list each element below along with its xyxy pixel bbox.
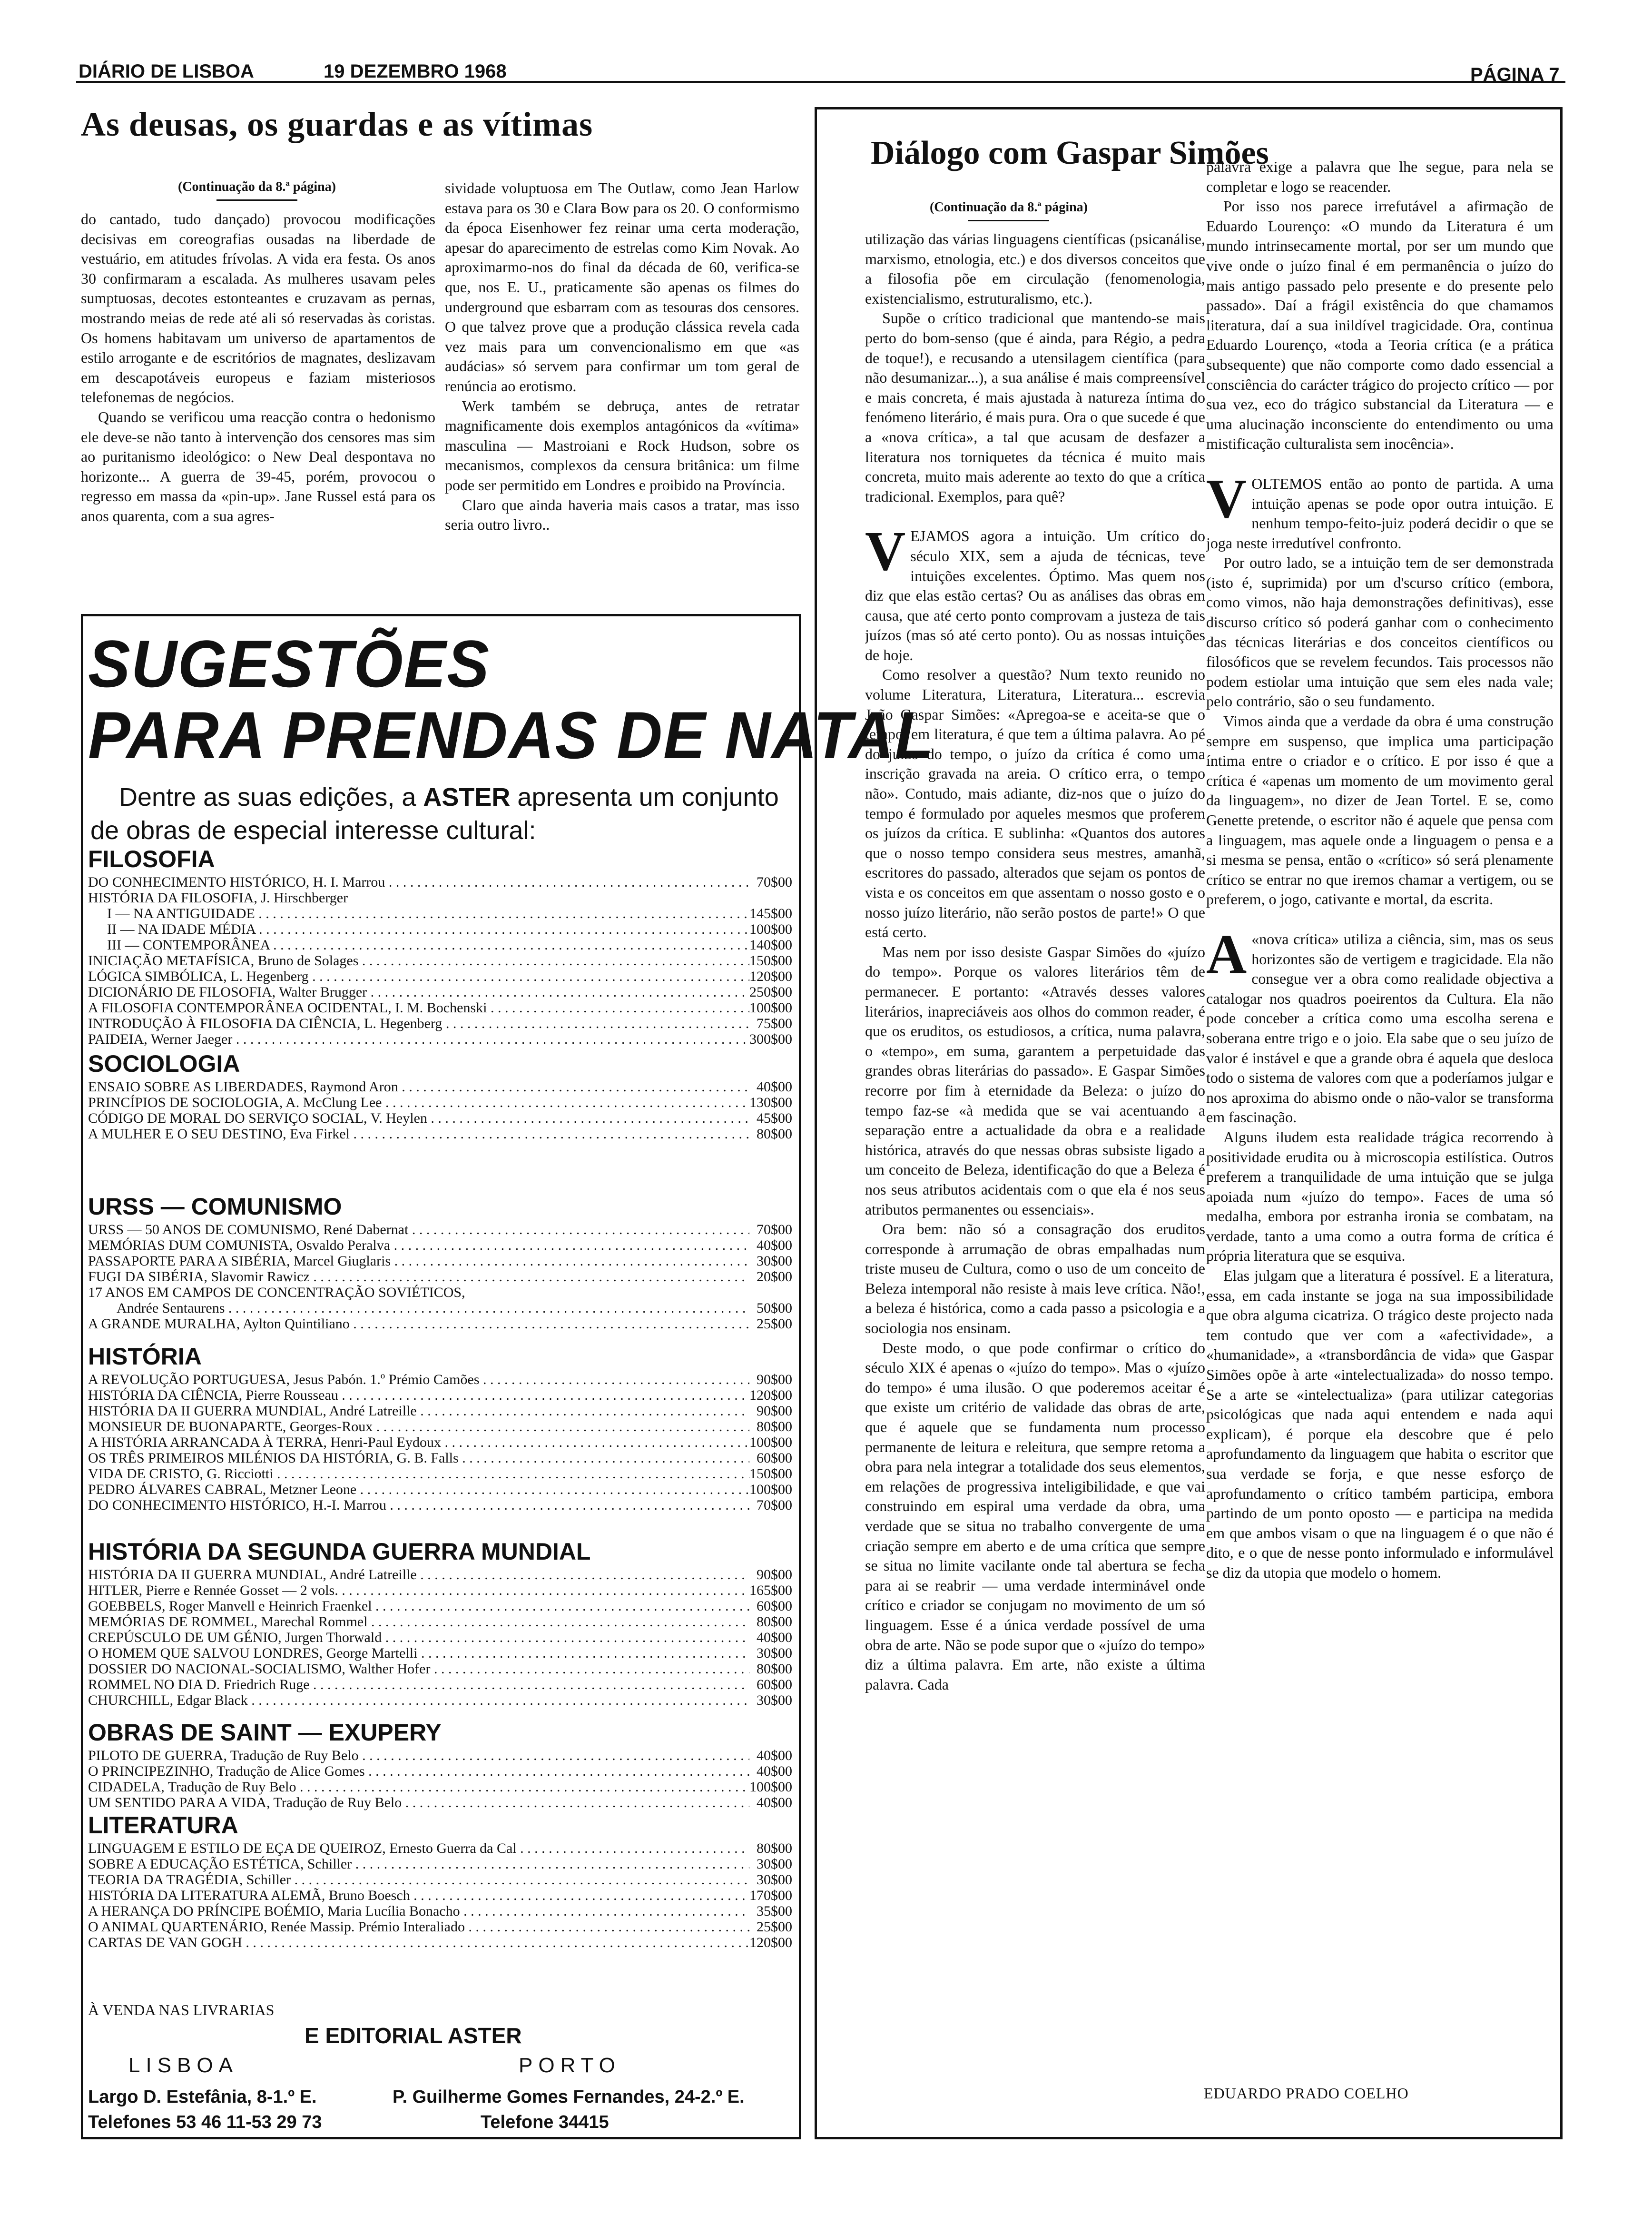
- book-title: URSS — 50 ANOS DE COMUNISMO, René Dabernat . . .: [88, 1222, 749, 1237]
- paragraph: VEJAMOS agora a intuição. Um crítico do século XIX, sem a ajuda de técnicas, teve intuições excelentes. Óptimo. Mas quem nos diz que elas estão certas? Ou as análises das obras em causa, que até certo ponto comprovam a justeza de tais juízos (mas só até certo ponto). Ou as nossas intuições de hoje.: [865, 520, 1205, 663]
- book-price: 35$00: [757, 1903, 792, 1919]
- book-entry: [88, 1840, 792, 1856]
- book-price: 145$00: [749, 906, 792, 921]
- book-entry: [88, 1016, 792, 1031]
- book-title: DO CONHECIMENTO HISTÓRICO, H.-I. Marrou . . .: [88, 1497, 749, 1513]
- paragraph: palavra exige a palavra que lhe segue, para nela se completar e logo se reacender.: [1206, 158, 1554, 195]
- book-price: 120$00: [749, 969, 792, 984]
- book-price: [749, 890, 792, 906]
- book-price: 70$00: [757, 1497, 792, 1513]
- ad-book-group: [88, 1567, 792, 1708]
- book-price: 100$00: [749, 1482, 792, 1497]
- book-entry: [88, 1567, 792, 1582]
- book-price: 300$00: [749, 1031, 792, 1047]
- paragraph: Vimos ainda que a verdade da obra é uma construção sempre em suspenso, que implica uma participação íntima entre o criador e o crítico. E por isso é que a crítica é «apenas um momento de um movimento geral da linguagem», no dizer de Jean Tortel. E se, como Genette pretende, o escritor não é aquele que pensa com a linguagem, mas aquele onde a linguagem o pensa e a si mesma se pensa, então o «crítico» só será plenamente crítico se entrar no que iremos chamar a vertigem, ou se preferem, o jogo, cativante e mortal, da escrita.: [1206, 712, 1554, 908]
- drop-cap: V: [865, 520, 906, 583]
- book-entry: [88, 921, 792, 937]
- ad-section-heading: URSS — COMUNISMO: [88, 1193, 342, 1220]
- article-title-deusas: As deusas, os guardas e as vítimas: [81, 105, 593, 143]
- book-entry: [88, 1387, 792, 1403]
- book-entry: [88, 1763, 792, 1779]
- book-price: 25$00: [757, 1316, 792, 1332]
- header-rule: [76, 81, 1565, 83]
- book-title: PASSAPORTE PARA A SIBÉRIA, Marcel Giuglaris . . .: [88, 1253, 749, 1269]
- book-title: O ANIMAL QUARTENÁRIO, Renée Massip. Prémio Interaliado . . .: [88, 1919, 749, 1935]
- ad-section-heading: SOCIOLOGIA: [88, 1050, 240, 1077]
- book-title: HISTÓRIA DA II GUERRA MUNDIAL, André Latreille . . .: [88, 1403, 749, 1419]
- book-entry: [88, 1419, 792, 1434]
- lisboa-phone: Telefones 53 46 11-53 29 73: [88, 2112, 322, 2132]
- book-price: 130$00: [749, 1095, 792, 1110]
- book-entry: [88, 1645, 792, 1661]
- book-entry: [88, 1372, 792, 1387]
- paragraph: Werk também se debruça, antes de retratar magnificamente dois exemplos antagónicos da «vítima» masculina — Mastroiani e Rock Hudson, sobre os mecanismos, complexos da censura britânica: um filme pode ser permitido em Londres e proibido na Província.: [445, 397, 799, 494]
- book-entry: [88, 1482, 792, 1497]
- book-entry: [88, 1285, 792, 1300]
- article2-column-2: [1206, 157, 1554, 2075]
- book-title: FUGI DA SIBÉRIA, Slavomir Rawicz . . .: [88, 1269, 749, 1285]
- article2-column-1: [865, 229, 1205, 2064]
- book-entry: [88, 1079, 792, 1095]
- paragraph: VOLTEMOS então ao ponto de partida. A uma intuição apenas se pode opor outra intuição. E nenhum tempo-feito-juiz poderá decidir o que se joga neste irredutível confronto.: [1206, 467, 1554, 552]
- book-price: 80$00: [757, 1614, 792, 1630]
- book-title: I — NA ANTIGUIDADE . . .: [88, 906, 749, 921]
- continuation-note: (Continuação da 8.ª página): [138, 179, 376, 201]
- publisher-name: E EDITORIAL ASTER: [305, 2023, 522, 2048]
- book-entry: [88, 1434, 792, 1450]
- book-price: 100$00: [749, 921, 792, 937]
- book-price: 40$00: [757, 1630, 792, 1645]
- article-title-gaspar: Diálogo com Gaspar Simões: [871, 135, 1269, 171]
- book-entry: [88, 1779, 792, 1795]
- book-title: DOSSIER DO NACIONAL-SOCIALISMO, Walther Hofer . . .: [88, 1661, 749, 1677]
- book-title: Andrée Sentaurens . . .: [88, 1300, 749, 1316]
- book-price: 70$00: [757, 1222, 792, 1237]
- book-entry: [88, 890, 792, 906]
- paragraph: Por isso nos parece irrefutável a afirmação de Eduardo Lourenço: «O mundo da Literatura é um mundo intrinsecamente mortal, por ser um mundo que vive onde o juízo final é em permanência o juízo do mais antigo passado pelo presente e do presente pelo passado». Daí a frágil existência do que chamamos literatura, daí a sua inildível tragicidade. Ora, continua Eduardo Lourenço, «toda a Teoria crítica (e a prática subsequente) que não comporte como dado essencial a consciência do carácter trágico do projecto crítico — por sua vez, eco do trágico substancial da Literatura — e uma alucinação inconsciente do entendimento ou uma mistificação culturalista sem inocência».: [1206, 198, 1554, 453]
- book-entry: [88, 1126, 792, 1142]
- drop-cap: A: [1206, 922, 1247, 985]
- lisboa-address: Largo D. Estefânia, 8-1.º E.: [88, 2087, 317, 2107]
- book-entry: [88, 1872, 792, 1888]
- ad-book-group: [88, 1748, 792, 1810]
- book-price: 170$00: [749, 1888, 792, 1903]
- book-price: 40$00: [757, 1748, 792, 1763]
- book-entry: [88, 1919, 792, 1935]
- book-entry: [88, 1269, 792, 1285]
- book-price: 100$00: [749, 1000, 792, 1016]
- book-title: LÓGICA SIMBÓLICA, L. Hegenberg . . .: [88, 969, 749, 984]
- book-title: HISTÓRIA DA CIÊNCIA, Pierre Rousseau . . .: [88, 1387, 749, 1403]
- book-entry: [88, 1888, 792, 1903]
- book-entry: [88, 1630, 792, 1645]
- book-entry: [88, 1253, 792, 1269]
- book-price: 75$00: [757, 1016, 792, 1031]
- book-title: OS TRÊS PRIMEIROS MILÉNIOS DA HISTÓRIA, G. B. Falls . . .: [88, 1450, 749, 1466]
- book-entry: [88, 984, 792, 1000]
- book-entry: [88, 1661, 792, 1677]
- book-title: A HERANÇA DO PRÍNCIPE BOÉMIO, Maria Lucília Bonacho . . .: [88, 1903, 749, 1919]
- book-title: SOBRE A EDUCAÇÃO ESTÉTICA, Schiller . . .: [88, 1856, 749, 1872]
- paragraph: Ora bem: não só a consagração dos eruditos corresponde à arrumação de obras empalhadas num triste museu de Cultura, como o uso de um conceito de Beleza intemporal não resiste à mais leve crítica. Não!, a beleza é histórica, como a cada passo a psicologia e a sociologia nos ensinam.: [865, 1220, 1205, 1337]
- book-title: HISTÓRIA DA LITERATURA ALEMÃ, Bruno Boesch . . .: [88, 1888, 749, 1903]
- issue-date: 19 DEZEMBRO 1968: [324, 61, 507, 82]
- book-price: 60$00: [757, 1598, 792, 1614]
- ad-book-group: [88, 1079, 792, 1142]
- book-price: 60$00: [757, 1677, 792, 1692]
- porto-label: PORTO: [519, 2054, 621, 2077]
- book-entry: [88, 1316, 792, 1332]
- book-price: 30$00: [757, 1253, 792, 1269]
- book-entry: [88, 953, 792, 969]
- book-title: ROMMEL NO DIA D. Friedrich Ruge . . .: [88, 1677, 749, 1692]
- book-entry: [88, 1300, 792, 1316]
- book-entry: [88, 1614, 792, 1630]
- book-title: O HOMEM QUE SALVOU LONDRES, George Martelli . . .: [88, 1645, 749, 1661]
- book-entry: [88, 1795, 792, 1810]
- book-title: A GRANDE MURALHA, Aylton Quintiliano . . .: [88, 1316, 749, 1332]
- book-title: A HISTÓRIA ARRANCADA À TERRA, Henri-Paul Eydoux . . .: [88, 1434, 749, 1450]
- book-entry: [88, 1582, 792, 1598]
- paragraph: Supõe o crítico tradicional que mantendo-se mais perto do bom-senso (que é ainda, para Régio, a pedra de toque!), e recusando a utensilagem científica (para não desumanizar...), a sua análise é mais compreensível e mais concreta, é mais ajustada à natureza íntima do fenómeno literário, é mais pura. Ora o que sucede é que a «nova crítica», a tal que acusam de desfazer a literatura nos torniquetes da técnica é muito mais concreta, muito mais aderente ao texto do que a crítica tradicional. Exemplos, para quê?: [865, 309, 1205, 505]
- book-price: 40$00: [757, 1763, 792, 1779]
- book-price: 50$00: [757, 1300, 792, 1316]
- book-title: A MULHER E O SEU DESTINO, Eva Firkel . . .: [88, 1126, 749, 1142]
- paragraph: do cantado, tudo dançado) provocou modificações decisivas em coreografias ousadas na liberdade de vestuário, em atitudes frívolas. A vida era festa. Os anos 30 confirmaram a escalada. As mulheres usavam peles sumptuosas, decotes estonteantes e cruzavam as pernas, mostrando meias de rede até ali só reservadas às coristas. Os homens habitavam um universo de apartamentos de estilo arrogante e de escritórios de magnates, deslizavam em descapotáveis europeus e faziam misteriosos telefonemas de negócios.: [81, 210, 435, 406]
- book-entry: [88, 1677, 792, 1692]
- book-entry: [88, 1237, 792, 1253]
- paragraph: Por outro lado, se a intuição tem de ser demonstrada (isto é, suprimida) por um d'scurso crítico (embora, como vimos, não haja demonstrações definitivas), esse discurso crítico só poderá ganhar com o conhecimento das técnicas literárias e dos conceitos científicos ou filosóficos que se revelem fecundos. Tais processos não podem estiolar uma intuição que sem eles nada vale; pelo contrário, são o seu fundamento.: [1206, 554, 1554, 710]
- book-title: INICIAÇÃO METAFÍSICA, Bruno de Solages . . .: [88, 953, 749, 969]
- book-price: 80$00: [757, 1419, 792, 1434]
- book-title: CIDADELA, Tradução de Ruy Belo . . .: [88, 1779, 749, 1795]
- book-entry: [88, 1031, 792, 1047]
- book-price: 120$00: [749, 1387, 792, 1403]
- book-price: 45$00: [757, 1110, 792, 1126]
- book-title: O PRINCIPEZINHO, Tradução de Alice Gomes . . .: [88, 1763, 749, 1779]
- ad-section-heading: HISTÓRIA DA SEGUNDA GUERRA MUNDIAL: [88, 1538, 591, 1565]
- paragraph: Mas nem por isso desiste Gaspar Simões do «juízo do tempo». Porque os valores literários têm de permanecer. E portanto: «Através desses valores literários, inapreciáveis aos olhos do common reader, é que os eruditos, os estudiosos, a crítica, numa palavra, o «tempo», em suma, garantem a perpetuidade das grandes obras literárias do passado». E Gaspar Simões recorre por fim à eternidade da Beleza: o juízo do tempo faz-se «à medida que se vai acentuando a separação entre a actualidade da obra e a realidade histórica, através do que nessas obras subsiste ligado a um conceito de Beleza, identificação do que a Beleza é nos seus atributos acidentais com o que ela é nos seus atributos permanentes ou essenciais».: [865, 943, 1205, 1218]
- book-price: 40$00: [757, 1795, 792, 1810]
- book-entry: [88, 1222, 792, 1237]
- ad-book-group: [88, 874, 792, 1047]
- book-title: DICIONÁRIO DE FILOSOFIA, Walter Brugger . . .: [88, 984, 749, 1000]
- book-entry: [88, 1935, 792, 1950]
- book-price: 100$00: [749, 1779, 792, 1795]
- paragraph: A «nova crítica» utiliza a ciência, sim, mas os seus horizontes são de vertigem e tragicidade. Ela não consegue ver a obra como realidade objectiva a catalogar nos quadros poeirentos da Cultura. Ela não pode conceber a crítica como uma escolha serena e soberana entre trigo e o joio. Ela sabe que o seu juízo de valor é instável e que a grande obra é aquela que desloca todo o sistema de valores com que a poderíamos julgar e nos aproxima do abismo onde o não-valor se transforma em fascinação.: [1206, 922, 1554, 1126]
- book-entry: [88, 1598, 792, 1614]
- book-entry: [88, 906, 792, 921]
- ad-footer: À VENDA NAS LIVRARIAS: [88, 2001, 275, 2018]
- book-entry: [88, 1692, 792, 1708]
- book-price: [749, 1285, 792, 1300]
- book-price: 80$00: [757, 1126, 792, 1142]
- paragraph: sividade voluptuosa em The Outlaw, como Jean Harlow estava para os 30 e Clara Bow para os 20. O conformismo da época Eisenhower fez reinar uma certa moderação, apesar do aparecimento de estrelas como Kim Novak. Ao aproximarmo-nos do final da década de 60, verifica-se que, nos E. U., praticamente são apenas os filmes do underground que esbarram com as tesouras dos censores. O que talvez prove que a produção clássica revela cada vez mais para um convencionalismo em que «as audácias» só servem para confirmar um tom geral de renúncia ao erotismo.: [445, 179, 799, 395]
- book-title: HISTÓRIA DA FILOSOFIA, J. Hirschberger: [88, 890, 348, 906]
- book-entry: [88, 1856, 792, 1872]
- lisboa-label: LISBOA: [128, 2054, 238, 2077]
- ad-headline: SUGESTÕES PARA PRENDAS DE NATAL: [88, 626, 934, 772]
- book-title: DO CONHECIMENTO HISTÓRICO, H. I. Marrou . . .: [88, 874, 749, 890]
- book-price: 40$00: [757, 1079, 792, 1095]
- ad-section-heading: OBRAS DE SAINT — EXUPERY: [88, 1719, 442, 1746]
- book-title: GOEBBELS, Roger Manvell e Heinrich Fraenkel . . .: [88, 1598, 749, 1614]
- book-title: LINGUAGEM E ESTILO DE EÇA DE QUEIROZ, Ernesto Guerra da Cal . . .: [88, 1840, 749, 1856]
- book-title: A REVOLUÇÃO PORTUGUESA, Jesus Pabón. 1.º Prémio Camões . . .: [88, 1372, 749, 1387]
- book-price: 140$00: [749, 937, 792, 953]
- book-entry: [88, 1903, 792, 1919]
- book-title: HISTÓRIA DA II GUERRA MUNDIAL, André Latreille . . .: [88, 1567, 749, 1582]
- paragraph: Claro que ainda haveria mais casos a tratar, mas isso seria outro livro..: [445, 496, 799, 534]
- ad-section-heading: FILOSOFIA: [88, 846, 215, 872]
- paragraph: utilização das várias linguagens científicas (psicanálise, marxismo, etnologia, etc.) e dos diversos conceitos que a filosofia põe em circulação (fenomenologia, existencialismo, estruturalismo, etc.).: [865, 230, 1205, 307]
- book-price: 150$00: [749, 953, 792, 969]
- book-price: 150$00: [749, 1466, 792, 1482]
- author-signature: EDUARDO PRADO COELHO: [1204, 2085, 1409, 2102]
- ad-book-group: [88, 1372, 792, 1513]
- book-entry: [88, 1497, 792, 1513]
- ad-intro: Dentre as suas edições, a ASTER apresenta um conjunto de obras de especial interesse cultural:: [90, 783, 779, 845]
- book-title: CARTAS DE VAN GOGH . . .: [88, 1935, 749, 1950]
- drop-cap: V: [1206, 467, 1247, 530]
- book-price: 80$00: [757, 1840, 792, 1856]
- ad-book-group: [88, 1222, 792, 1332]
- ad-book-group: [88, 1840, 792, 1950]
- book-entry: [88, 1466, 792, 1482]
- book-title: III — CONTEMPORÂNEA . . .: [88, 937, 749, 953]
- newspaper-name: DIÁRIO DE LISBOA: [79, 61, 254, 82]
- book-entry: [88, 937, 792, 953]
- book-price: 120$00: [749, 1935, 792, 1950]
- paragraph: Como resolver a questão? Num texto reunido no volume Literatura, Literatura, Literatura... escrevia João Gaspar Simões: «Apregoa-se e aceita-se que o tempo, em literatura, é que tem a última palavra. Ao pé do juízo do tempo, o juízo da crítica é como uma inscrição gravada na areia. O crítico erra, o tempo não». Contudo, mais adiante, diz-nos que o juízo do tempo é formulado por aqueles mesmos que proferem os juízos da crítica. E sublinha: «Quantos dos autores que o nosso tempo considera seus mestres, amanhã, escritores do passado, alterados que sejam os pontos de vista e os conceitos em que assentam o nosso gosto e o nosso juízo literário, não serão postos de parte!» O que está certo.: [865, 666, 1205, 941]
- book-price: 250$00: [749, 984, 792, 1000]
- book-price: 100$00: [749, 1434, 792, 1450]
- book-title: 17 ANOS EM CAMPOS DE CONCENTRAÇÃO SOVIÉTICOS,: [88, 1285, 465, 1300]
- book-price: 30$00: [757, 1692, 792, 1708]
- book-title: II — NA IDADE MÉDIA . . .: [88, 921, 749, 937]
- book-title: PILOTO DE GUERRA, Tradução de Ruy Belo . . .: [88, 1748, 749, 1763]
- page-number: PÁGINA 7: [1470, 64, 1560, 85]
- book-title: TEORIA DA TRAGÉDIA, Schiller . . .: [88, 1872, 749, 1888]
- book-title: PAIDEIA, Werner Jaeger . . .: [88, 1031, 749, 1047]
- book-title: MEMÓRIAS DUM COMUNISTA, Osvaldo Peralva . . .: [88, 1237, 749, 1253]
- book-title: UM SENTIDO PARA A VIDA, Tradução de Ruy Belo . . .: [88, 1795, 749, 1810]
- ad-section-heading: HISTÓRIA: [88, 1343, 202, 1370]
- article1-column-1: [81, 209, 435, 526]
- book-price: 25$00: [757, 1919, 792, 1935]
- book-title: CHURCHILL, Edgar Black . . .: [88, 1692, 749, 1708]
- book-price: 90$00: [757, 1403, 792, 1419]
- book-title: PEDRO ÁLVARES CABRAL, Metzner Leone . . .: [88, 1482, 749, 1497]
- porto-address: P. Guilherme Gomes Fernandes, 24-2.º E.: [393, 2087, 745, 2107]
- porto-phone: Telefone 34415: [481, 2112, 609, 2132]
- book-price: 90$00: [757, 1372, 792, 1387]
- book-price: 30$00: [757, 1645, 792, 1661]
- book-price: 165$00: [749, 1582, 792, 1598]
- book-entry: [88, 874, 792, 890]
- book-entry: [88, 1450, 792, 1466]
- ad-section-heading: LITERATURA: [88, 1812, 238, 1839]
- book-title: PRINCÍPIOS DE SOCIOLOGIA, A. McClung Lee . . .: [88, 1095, 749, 1110]
- book-entry: [88, 1095, 792, 1110]
- book-price: 30$00: [757, 1872, 792, 1888]
- book-price: 70$00: [757, 874, 792, 890]
- book-title: VIDA DE CRISTO, G. Ricciotti . . .: [88, 1466, 749, 1482]
- book-entry: [88, 1403, 792, 1419]
- book-title: INTRODUÇÃO À FILOSOFIA DA CIÊNCIA, L. Hegenberg . . .: [88, 1016, 749, 1031]
- paragraph: Alguns iludem esta realidade trágica recorrendo à positividade erudita ou à microscopia estilística. Outros preferem a tranquilidade de uma intuição que se julga apoiada num «juízo do tempo». Faces de uma só medalha, embora por estranha ironia se combatam, na verdade, tanto a uma como a outra forma de crítica é própria literatura que se esquiva.: [1206, 1128, 1554, 1265]
- book-title: CÓDIGO DE MORAL DO SERVIÇO SOCIAL, V. Heylen . . .: [88, 1110, 749, 1126]
- book-title: ENSAIO SOBRE AS LIBERDADES, Raymond Aron . . .: [88, 1079, 749, 1095]
- book-title: A FILOSOFIA CONTEMPORÂNEA OCIDENTAL, I. M. Bochenski . . .: [88, 1000, 749, 1016]
- book-price: 20$00: [757, 1269, 792, 1285]
- book-price: 90$00: [757, 1567, 792, 1582]
- book-title: CREPÚSCULO DE UM GÉNIO, Jurgen Thorwald . . .: [88, 1630, 749, 1645]
- continuation-note: (Continuação da 8.ª página): [890, 200, 1128, 221]
- article1-column-2: [445, 178, 799, 597]
- book-entry: [88, 1110, 792, 1126]
- book-entry: [88, 1748, 792, 1763]
- book-title: MONSIEUR DE BUONAPARTE, Georges-Roux . . .: [88, 1419, 749, 1434]
- book-price: 60$00: [757, 1450, 792, 1466]
- paragraph: Quando se verificou uma reacção contra o hedonismo ele deve-se não tanto à intervenção dos censores mas sim ao puritanismo ideológico: o New Deal despontava no horizonte... A guerra de 39-45, porém, provocou o regresso em massa da «pin-up». Jane Russel está para os anos quarenta, com a sua agres-: [81, 408, 435, 524]
- book-title: MEMÓRIAS DE ROMMEL, Marechal Rommel . . .: [88, 1614, 749, 1630]
- book-price: 30$00: [757, 1856, 792, 1872]
- book-entry: [88, 1000, 792, 1016]
- paragraph: Elas julgam que a literatura é possível. E a literatura, essa, em cada instante se joga na sua impossibilidade que obra alguma cicatriza. O trágico deste projecto nada tem contudo que ver com a «afectividade», a «humanidade», a «transbordância de vida» que Gaspar Simões opõe à arte «intelectualizada» do nosso tempo. Se a arte se «intelectualiza» (para utilizar categorias psicológicas que nada aqui entendem e nada aqui explicam), é porque ela descobre que é pelo aprofundamento da linguagem que habita o escritor que sua verdade se forja, e que nesse esforço de aprofundamento o crítico também participa, embora partindo de um ponto oposto — e participa na medida em que ambos visam o que na linguagem é o que não é dito, e o que de nesse ponto informulado e informulável se diz da utopia que modelo o homem.: [1206, 1267, 1554, 1581]
- book-price: 80$00: [757, 1661, 792, 1677]
- paragraph: Deste modo, o que pode confirmar o crítico do século XIX é apenas o «juízo do tempo». Mas o «juízo do tempo» é uma ilusão. O que poderemos aceitar é que existe um critério de validade das obras de arte, que é aquele que se fundamenta num processo permanente de leitura e releitura, que sempre retoma a obra para nela integrar a totalidade dos seus elementos, em relações de progressiva inteligibilidade, e que vai construindo em espiral uma verdade da obra, uma verdade que se situa no trabalho convergente de uma criação sempre em aberto e de uma crítica que sempre se situa no limite vacilante onde tal abertura se fecha para ai se reabrir — uma verdade interminável onde crítico e criador se conjugam no movimento de um só linguagem. Esse é a única verdade possível de uma obra de arte. Não se pode supor que o «juízo do tempo» diz a última palavra. Em arte, não existe a última palavra. Cada: [865, 1339, 1205, 1693]
- book-title: HITLER, Pierre e Rennée Gosset — 2 vols. . . .: [88, 1582, 749, 1598]
- book-price: 40$00: [757, 1237, 792, 1253]
- book-entry: [88, 969, 792, 984]
